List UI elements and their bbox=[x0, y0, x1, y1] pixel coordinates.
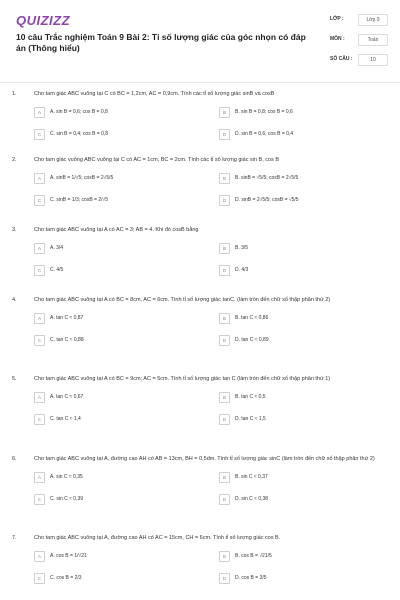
option-letter: B bbox=[219, 107, 230, 118]
meta-box bbox=[330, 14, 388, 74]
option-letter: B bbox=[219, 472, 230, 483]
option-text: C. sinB = 1/3; cosB = 2/√5 bbox=[50, 197, 109, 203]
option-b[interactable] bbox=[219, 471, 390, 483]
option-text: C. tan C ≈ 1,4 bbox=[50, 416, 81, 422]
header bbox=[0, 0, 400, 83]
question-6 bbox=[12, 455, 390, 505]
option-text: D. sin C ≈ 0,38 bbox=[235, 496, 269, 502]
option-text: A. tan C ≈ 0,67 bbox=[50, 394, 84, 400]
option-text: B. 3/5 bbox=[235, 245, 249, 251]
option-d[interactable] bbox=[219, 572, 390, 584]
option-d[interactable] bbox=[219, 493, 390, 505]
option-a[interactable] bbox=[34, 391, 205, 403]
option-text: D. tan C ≈ 1,5 bbox=[235, 416, 266, 422]
option-a[interactable] bbox=[34, 471, 205, 483]
option-text: D. sinB = 2√5/5; cosB = √5/5 bbox=[235, 197, 299, 203]
option-letter: C bbox=[34, 195, 45, 206]
option-d[interactable] bbox=[219, 413, 390, 425]
option-text: C. sin C ≈ 0,39 bbox=[50, 496, 84, 502]
question-4 bbox=[12, 296, 390, 346]
option-a[interactable] bbox=[34, 242, 205, 254]
quizizz-logo: QUIZIZZ bbox=[16, 13, 71, 28]
meta-row-count bbox=[330, 54, 388, 74]
option-b[interactable] bbox=[219, 550, 390, 562]
question-1 bbox=[12, 90, 390, 140]
option-letter: A bbox=[34, 472, 45, 483]
question-5 bbox=[12, 375, 390, 425]
question-text: Cho tam giác ABC vuông tại A, đường cao AH có AB = 13cm, BH = 0,5dm. Tính tỉ số lượng giác sinC (làm tròn đến chữ số thập phân thứ 2) bbox=[34, 456, 375, 462]
meta-value: Lớp 9 bbox=[358, 14, 388, 26]
option-letter: D bbox=[219, 335, 230, 346]
option-letter: A bbox=[34, 173, 45, 184]
option-text: D. tan C ≈ 0,89 bbox=[235, 337, 269, 343]
question-text: Cho tam giác ABC vuông tại A, đường cao AH có AC = 15cm, CH = 6cm. Tính tỉ số lượng giác cos B. bbox=[34, 535, 281, 541]
question-3 bbox=[12, 226, 390, 276]
option-text: D. cos B = 3/5 bbox=[235, 575, 267, 581]
option-letter: C bbox=[34, 265, 45, 276]
option-letter: C bbox=[34, 335, 45, 346]
option-letter: C bbox=[34, 129, 45, 140]
meta-label: LỚP : bbox=[330, 16, 344, 22]
option-text: B. sin C ≈ 0,37 bbox=[235, 474, 268, 480]
option-letter: D bbox=[219, 129, 230, 140]
option-text: C. tan C ≈ 0,88 bbox=[50, 337, 84, 343]
question-number: 4. bbox=[12, 297, 17, 303]
option-letter: A bbox=[34, 392, 45, 403]
option-letter: C bbox=[34, 573, 45, 584]
meta-label: MÔN : bbox=[330, 36, 345, 42]
option-letter: D bbox=[219, 494, 230, 505]
meta-value: 10 bbox=[358, 54, 388, 66]
option-letter: A bbox=[34, 551, 45, 562]
option-a[interactable] bbox=[34, 550, 205, 562]
option-a[interactable] bbox=[34, 312, 205, 324]
option-letter: D bbox=[219, 573, 230, 584]
option-text: C. 4/5 bbox=[50, 267, 64, 273]
option-text: B. tan C ≈ 0,5 bbox=[235, 394, 266, 400]
option-b[interactable] bbox=[219, 242, 390, 254]
option-a[interactable] bbox=[34, 172, 205, 184]
option-d[interactable] bbox=[219, 264, 390, 276]
option-letter: A bbox=[34, 107, 45, 118]
question-number: 6. bbox=[12, 456, 17, 462]
option-c[interactable] bbox=[34, 493, 205, 505]
option-text: A. sin C ≈ 0,35 bbox=[50, 474, 83, 480]
option-b[interactable] bbox=[219, 391, 390, 403]
option-text: B. sin B = 0,8; cos B = 0,6 bbox=[235, 109, 293, 115]
option-letter: A bbox=[34, 313, 45, 324]
question-2 bbox=[12, 156, 390, 206]
option-c[interactable] bbox=[34, 413, 205, 425]
page-title: 10 câu Trắc nghiệm Toán 9 Bài 2: Tỉ số lượng giác của góc nhọn có đáp án (Thông hiểu) bbox=[16, 32, 306, 53]
meta-value: Toán bbox=[358, 34, 388, 46]
option-letter: B bbox=[219, 313, 230, 324]
option-text: D. sin B = 0,6; cos B = 0,4 bbox=[235, 131, 294, 137]
question-number: 5. bbox=[12, 376, 17, 382]
question-number: 7. bbox=[12, 535, 17, 541]
option-text: B. cos B = √21/5 bbox=[235, 553, 272, 559]
option-letter: C bbox=[34, 494, 45, 505]
question-text: Cho tam giác ABC vuông tại A có AC = 3; AB = 4. Khi đó cosB bằng bbox=[34, 227, 199, 233]
option-c[interactable] bbox=[34, 572, 205, 584]
option-c[interactable] bbox=[34, 194, 205, 206]
option-text: A. sin B = 0,6; cos B = 0,8 bbox=[50, 109, 108, 115]
question-number: 1. bbox=[12, 91, 17, 97]
option-letter: B bbox=[219, 173, 230, 184]
option-text: D. 4/3 bbox=[235, 267, 249, 273]
option-letter: D bbox=[219, 414, 230, 425]
option-d[interactable] bbox=[219, 334, 390, 346]
meta-row-class bbox=[330, 14, 388, 34]
option-letter: C bbox=[34, 414, 45, 425]
question-text: Cho tam giác vuông ABC vuông tại C có AC = 1cm, BC = 2cm. Tính các tỉ số lượng giác sin B, cos B bbox=[34, 157, 280, 163]
meta-label: SỐ CÂU : bbox=[330, 56, 353, 62]
option-letter: A bbox=[34, 243, 45, 254]
question-text: Cho tam giác ABC vuông tại A có BC = 9cm; AC = 5cm. Tính tỉ số lượng giác tan C (làm tròn đến chữ số thập phân thứ 1) bbox=[34, 376, 331, 382]
option-c[interactable] bbox=[34, 128, 205, 140]
option-text: B. sinB = √5/5; cosB = 2√5/5 bbox=[235, 175, 299, 181]
meta-row-subject bbox=[330, 34, 388, 54]
question-number: 3. bbox=[12, 227, 17, 233]
option-letter: B bbox=[219, 551, 230, 562]
question-7 bbox=[12, 534, 390, 584]
option-text: A. cos B = 1/√21 bbox=[50, 553, 87, 559]
option-text: C. sin B = 0,4; cos B = 0,8 bbox=[50, 131, 109, 137]
option-d[interactable] bbox=[219, 194, 390, 206]
option-letter: B bbox=[219, 392, 230, 403]
option-text: A. tan C ≈ 0,87 bbox=[50, 315, 84, 321]
option-letter: D bbox=[219, 265, 230, 276]
option-text: A. sinB = 1/√5; cosB = 2√5/5 bbox=[50, 175, 114, 181]
question-text: Cho tam giác ABC vuông tại C có BC = 1,2cm, AC = 0,9cm. Tính các tỉ số lượng giác sinB và cosB bbox=[34, 91, 275, 97]
option-d[interactable] bbox=[219, 128, 390, 140]
option-b[interactable] bbox=[219, 172, 390, 184]
option-letter: D bbox=[219, 195, 230, 206]
option-b[interactable] bbox=[219, 106, 390, 118]
question-number: 2. bbox=[12, 157, 17, 163]
option-a[interactable] bbox=[34, 106, 205, 118]
option-c[interactable] bbox=[34, 264, 205, 276]
option-c[interactable] bbox=[34, 334, 205, 346]
option-text: B. tan C ≈ 0,86 bbox=[235, 315, 269, 321]
question-text: Cho tam giác ABC vuông tại A có BC = 8cm, AC = 6cm. Tính tỉ số lượng giác tanC. (làm tròn đến chữ số thập phân thứ 2) bbox=[34, 297, 331, 303]
option-b[interactable] bbox=[219, 312, 390, 324]
option-text: C. cos B = 2/3 bbox=[50, 575, 82, 581]
option-letter: B bbox=[219, 243, 230, 254]
option-text: A. 3/4 bbox=[50, 245, 64, 251]
